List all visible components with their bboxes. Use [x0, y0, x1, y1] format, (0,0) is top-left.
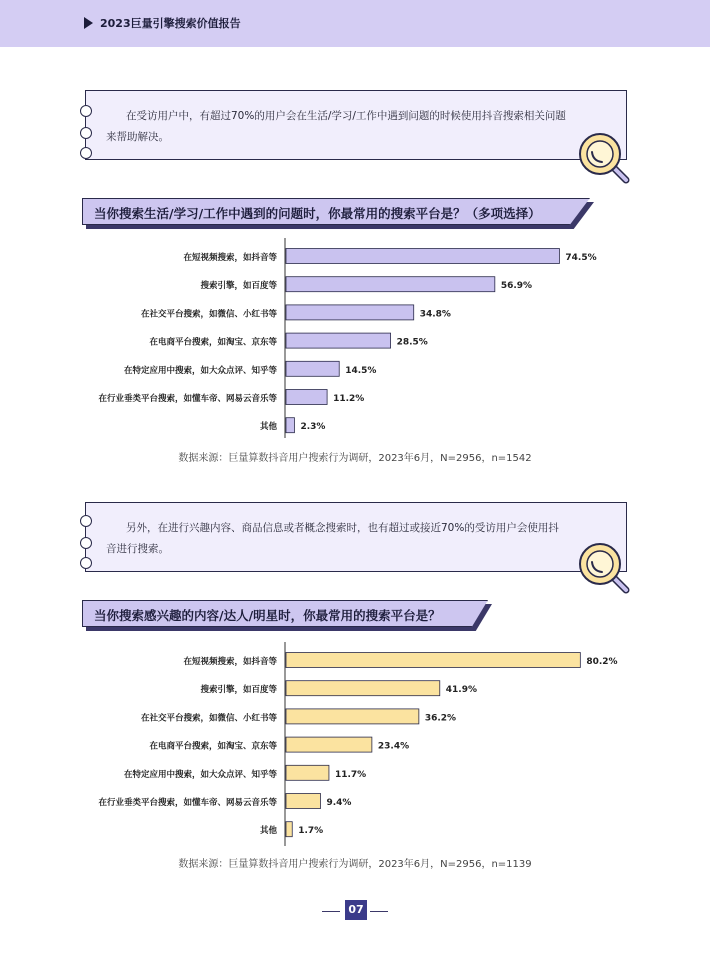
- bar: [286, 361, 339, 376]
- binder-ring-icon: [80, 147, 92, 159]
- value-label: 9.4%: [326, 798, 352, 808]
- bar: [286, 418, 294, 433]
- binder-ring-icon: [80, 515, 92, 527]
- value-label: 2.3%: [300, 422, 326, 433]
- value-label: 36.2%: [424, 713, 457, 724]
- bar: [286, 681, 440, 696]
- chart-source-2: 数据来源：巨量算数抖音用户搜索行为调研，2023年6月，N=2956，n=1139: [178, 859, 532, 870]
- question-bar-1: [82, 198, 590, 225]
- bar: [286, 822, 292, 837]
- category-label: 其他: [259, 422, 277, 433]
- value-label: 11.7%: [334, 769, 367, 780]
- question-bar-2: [82, 600, 488, 627]
- bar: [286, 305, 414, 320]
- binder-ring-icon: [80, 105, 92, 117]
- value-label: 74.5%: [565, 253, 597, 263]
- category-label: 在行业垂类平台搜索，如懂车帝、网易云音乐等: [98, 798, 277, 808]
- value-label: 56.9%: [500, 281, 533, 292]
- bar: [286, 709, 419, 724]
- category-label: 在行业垂类平台搜索，如懂车帝、网易云音乐等: [98, 394, 277, 404]
- category-label: 在社交平台搜索，如微信、小红书等: [140, 713, 277, 724]
- value-label: 28.5%: [396, 337, 428, 348]
- category-label: 搜索引擎，如百度等: [200, 685, 277, 696]
- bar-chart-1: [0, 238, 710, 438]
- play-triangle-icon: [84, 17, 93, 29]
- bar: [286, 653, 580, 668]
- bar: [286, 390, 327, 405]
- note-box-1: [85, 90, 627, 160]
- report-title: 2023巨量引擎搜索价值报告: [100, 17, 241, 30]
- question-title-1: 当你搜索生活/学习/工作中遇到的问题时，你最常用的搜索平台是？（多项选择）: [94, 206, 541, 221]
- note-box-2: [85, 502, 627, 572]
- category-label: 在社交平台搜索，如微信、小红书等: [140, 309, 277, 320]
- bar: [286, 794, 320, 809]
- magnifier-icon: [574, 538, 638, 602]
- category-label: 在特定应用中搜索，如大众点评、知乎等: [123, 769, 277, 780]
- bar: [286, 249, 559, 264]
- value-label: 14.5%: [345, 365, 377, 376]
- page-number-label: 07: [345, 900, 367, 920]
- report-header: [0, 0, 710, 47]
- category-label: 在特定应用中搜索，如大众点评、知乎等: [123, 365, 277, 376]
- question-title-2: 当你搜索感兴趣的内容/达人/明星时，你最常用的搜索平台是？: [94, 608, 441, 623]
- category-label: 在短视频搜索，如抖音等: [183, 657, 277, 667]
- bar-chart-2: [0, 642, 710, 846]
- bar: [286, 277, 495, 292]
- value-label: 34.8%: [419, 309, 451, 320]
- category-label: 其他: [259, 826, 277, 837]
- chart-source-1: 数据来源：巨量算数抖音用户搜索行为调研，2023年6月，N=2956，n=1542: [178, 453, 532, 464]
- value-label: 41.9%: [445, 685, 478, 696]
- category-label: 搜索引擎，如百度等: [200, 281, 277, 292]
- page-number: [0, 900, 710, 922]
- category-label: 在电商平台搜索，如淘宝、京东等: [149, 741, 277, 752]
- bar: [286, 765, 329, 780]
- magnifier-icon: [574, 128, 638, 192]
- bar: [286, 333, 391, 348]
- note-text-2: 另外，在进行兴趣内容、商品信息或者概念搜索时，也有超过或接近70%的受访用户会使用抖音进行搜索。: [106, 522, 559, 555]
- note-text-1: 在受访用户中，有超过70%的用户会在生活/学习/工作中遇到问题的时候使用抖音搜索相关问题来帮助解决。: [106, 110, 566, 143]
- value-label: 80.2%: [586, 657, 618, 667]
- category-label: 在短视频搜索，如抖音等: [183, 253, 277, 263]
- value-label: 23.4%: [377, 741, 410, 752]
- binder-ring-icon: [80, 537, 92, 549]
- binder-ring-icon: [80, 557, 92, 569]
- value-label: 1.7%: [298, 826, 324, 837]
- category-label: 在电商平台搜索，如淘宝、京东等: [149, 337, 277, 348]
- value-label: 11.2%: [333, 394, 365, 404]
- binder-ring-icon: [80, 127, 92, 139]
- bar: [286, 737, 372, 752]
